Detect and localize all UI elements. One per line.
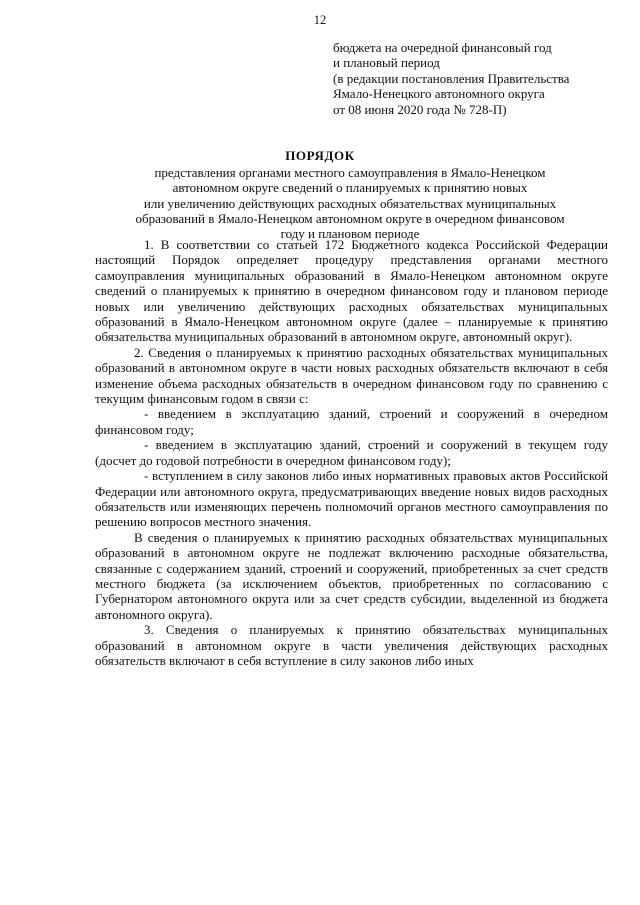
- header-line: (в редакции постановления Правительства: [333, 70, 570, 86]
- header-line: от 08 июня 2020 года № 728-П): [333, 101, 507, 117]
- paragraph-exclusions: В сведения о планируемых к принятию расходных обязательствах муниципальных образований в автономном округе не подлежат включению расходные обязательства, связанные с содержанием зданий, строений и сооружений, приобретенных за счет средств местного бюджета (за исключением объектов, приобретенных по согласованию с Губернатором автономного округа или за счет средств субсидии, выделенной из бюджета автономного округа).: [95, 529, 608, 622]
- header-line: и плановый период: [333, 55, 440, 71]
- paragraph-3: 3. Сведения о планируемых к принятию обязательствах муниципальных образований в автономном округе в части увеличения действующих расходных обязательств включают в себя вступление в силу законов либо иных: [95, 622, 608, 668]
- subtitle-line: представления органами местного самоуправления в Ямало-Ненецком: [154, 165, 546, 180]
- subtitle-line: образований в Ямало-Ненецком автономном округе в очередном финансовом: [135, 210, 565, 226]
- document-body: [95, 237, 608, 668]
- page-number: 12: [313, 13, 327, 27]
- document-subtitle: [90, 165, 610, 241]
- header-line: бюджета на очередной финансовый год: [333, 40, 552, 55]
- paragraph-1: 1. В соответствии со статьей 172 Бюджетного кодекса Российской Федерации настоящий Порядок определяет процедуру представления органами местного самоуправления муниципальных образований в Ямало-Ненецком автономном округе сведений о планируемых к принятию в очередном финансовом году и плановом периоде новых или увеличению действующих расходных обязательствах муниципальных образований в Ямало-Ненецком автономном округе (далее – планируемые к принятию обязательства муниципальных образований в автономном округе, автономный округ).: [95, 237, 608, 345]
- paragraph-2: 2. Сведения о планируемых к принятию расходных обязательствах муниципальных образований в автономном округе в части новых расходных обязательств включают в себя изменение объема расходных обязательств в очередном финансовом году по сравнению с текущим финансовым годом в связи с:: [95, 344, 608, 407]
- document-title: ПОРЯДОК: [285, 148, 355, 163]
- subtitle-line: году и плановом периоде: [280, 226, 420, 242]
- list-item: - введением в эксплуатацию зданий, строений и сооружений в текущем году (досчет до годовой потребности в очередном финансовом году);: [95, 437, 608, 468]
- subtitle-line: или увеличению действующих расходных обязательствах муниципальных: [143, 195, 557, 211]
- subtitle-line: автономном округе сведений о планируемых к принятию новых: [172, 180, 528, 196]
- list-item: - вступлением в силу законов либо иных нормативных правовых актов Российской Федерации или автономного округа, предусматривающих введение новых видов расходных обязательств или изменяющих перечень полномочий органов местного самоуправления по решению вопросов местного значения.: [95, 468, 608, 530]
- header-line: Ямало-Ненецкого автономного округа: [333, 86, 545, 102]
- list-item: - введением в эксплуатацию зданий, строений и сооружений в очередном финансовом году;: [95, 406, 608, 437]
- document-header-note: [333, 40, 623, 117]
